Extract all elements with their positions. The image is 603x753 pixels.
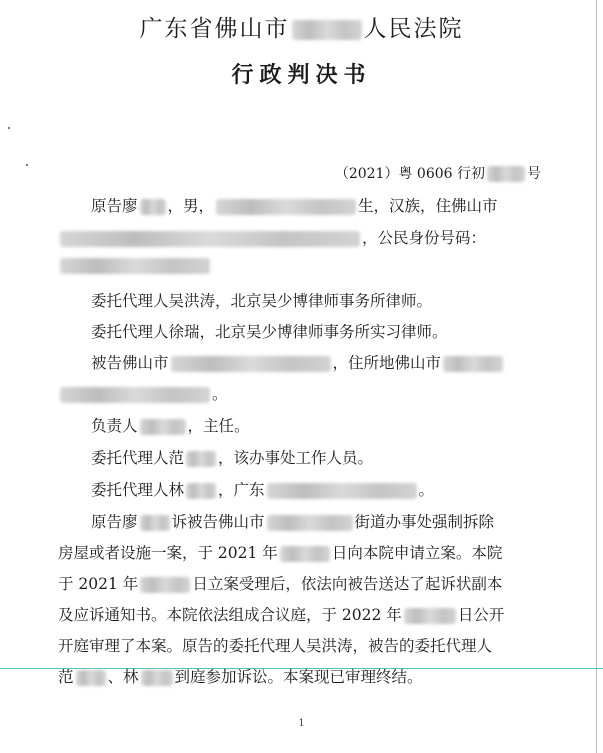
text: 。 <box>212 385 228 403</box>
case-number-text: （2021）粤 0606 行初 <box>334 166 485 182</box>
defendant-agent-line-1 <box>91 446 373 468</box>
court-name-suffix: 人民法院 <box>363 16 464 42</box>
court-name-prefix: 广东省佛山市 <box>139 16 290 42</box>
text: ，男， <box>167 197 215 215</box>
defendant-line-2 <box>58 382 228 404</box>
redacted-block <box>60 258 210 274</box>
text: 于 2021 年 <box>58 575 139 593</box>
redacted-block <box>216 199 356 215</box>
redacted-block <box>140 199 166 215</box>
text: ，公民身份号码： <box>362 229 487 247</box>
text: 街道办事处强制拆除 <box>354 513 495 531</box>
text: 原告廖 <box>91 513 138 531</box>
text: 房屋或者设施一案，于 2021 年 <box>58 544 278 562</box>
redacted-block <box>171 356 331 372</box>
redacted-block <box>60 231 360 247</box>
body-line-2 <box>58 541 502 563</box>
redacted-block <box>140 515 170 531</box>
case-number-suffix: 号 <box>527 166 541 182</box>
document-title: 行政判决书 <box>231 63 372 88</box>
text: 委托代理人范 <box>91 449 185 467</box>
redacted-block <box>267 515 353 531</box>
defendant-agent-line-2 <box>91 478 434 500</box>
redacted-block <box>487 166 525 182</box>
body-line-6 <box>58 665 423 687</box>
redacted-block <box>404 608 456 624</box>
body-line-3 <box>58 572 502 594</box>
text: 及应诉通知书。本院依法组成合议庭，于 2022 年 <box>58 606 402 624</box>
plaintiff-line-2 <box>58 226 486 248</box>
responsible-person-line <box>91 414 250 436</box>
court-name <box>0 10 603 43</box>
body-line-1 <box>91 510 494 532</box>
redacted-block <box>186 483 216 499</box>
page-edge <box>596 0 597 753</box>
body-line-4 <box>58 603 504 625</box>
redacted-block <box>141 670 173 686</box>
text: ，广东 <box>218 481 265 499</box>
text: 诉被告佛山市 <box>171 513 265 531</box>
agent-line-2: 委托代理人徐瑞，北京吴少博律师事务所实习律师。 <box>91 323 448 341</box>
text: 日公开 <box>457 606 505 624</box>
redacted-block <box>76 670 106 686</box>
text: 委托代理人林 <box>91 481 185 499</box>
case-number <box>335 163 541 183</box>
text: ，该办事处工作人员。 <box>218 449 374 467</box>
text: ，主任。 <box>187 417 250 435</box>
redacted-block <box>140 419 186 435</box>
plaintiff-line-1 <box>91 194 498 216</box>
text: 日向本院申请立案。本院 <box>331 544 503 562</box>
redacted-block <box>292 20 362 40</box>
text: 被告佛山市 <box>91 354 169 372</box>
body-line-5: 开庭审理了本案。原告的委托代理人吴洪涛，被告的委托代理人 <box>58 637 493 655</box>
redacted-block <box>60 387 210 403</box>
agent-line-1: 委托代理人吴洪涛，北京吴少博律师事务所律师。 <box>91 292 433 310</box>
text: 到庭参加诉讼。本案现已审理终结。 <box>174 668 423 686</box>
page-number: 1 <box>298 718 305 729</box>
redacted-block <box>280 546 330 562</box>
text: 负责人 <box>91 417 138 435</box>
text: 日立案受理后，依法向被告送达了起诉状副本 <box>192 575 503 593</box>
text: 原告廖 <box>91 197 138 215</box>
scan-speck <box>8 127 10 129</box>
text: 、林 <box>107 668 139 686</box>
plaintiff-line-3 <box>58 256 212 274</box>
redacted-block <box>140 577 190 593</box>
text: ，住所地佛山市 <box>332 354 442 372</box>
redacted-block <box>443 356 503 372</box>
scan-speck <box>26 164 28 166</box>
redacted-block <box>186 451 216 467</box>
redacted-block <box>267 483 417 499</box>
defendant-line-1 <box>91 351 505 373</box>
text: 生，汉族，住佛山市 <box>358 197 498 215</box>
text: 。 <box>418 481 435 499</box>
text: 范 <box>58 668 74 686</box>
